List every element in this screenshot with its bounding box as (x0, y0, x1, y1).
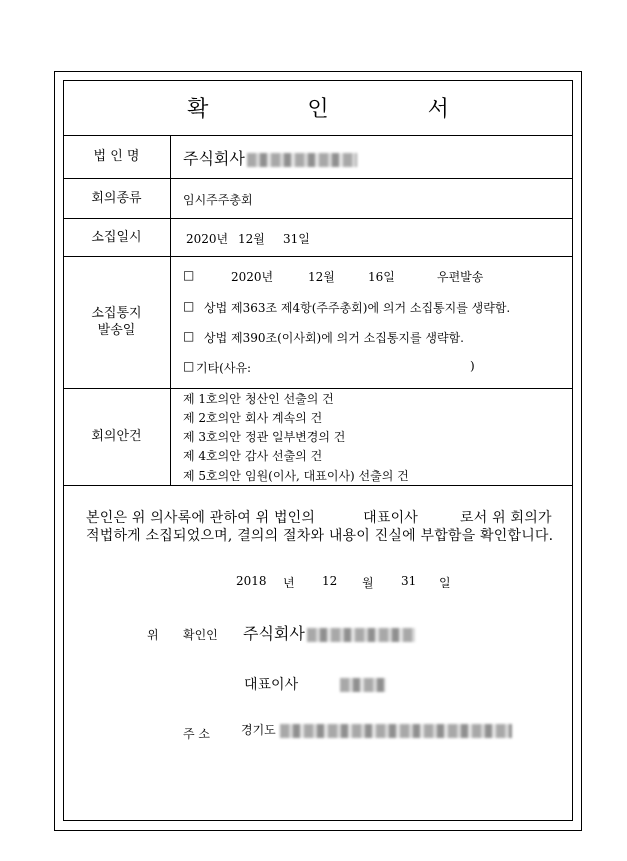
agenda-item (183, 390, 334, 407)
address-prefix: 경기도 (241, 723, 276, 737)
checkbox-board-waiver[interactable]: □ (183, 329, 195, 343)
declaration-role: 대표이사 (363, 510, 419, 526)
meeting-type-label: 회의종류 (91, 190, 142, 206)
agenda-item-number: 제 4호의안 (183, 449, 241, 463)
date-month-unit: 월 (362, 576, 374, 590)
date-day: 31 (401, 574, 417, 588)
agenda-item-number: 제 2호의안 (183, 411, 241, 425)
convene-year: 2020년 (186, 232, 229, 246)
address (241, 721, 512, 738)
notice-month: 12월 (308, 270, 335, 284)
date-month: 12 (322, 574, 338, 588)
agenda-item-text: 정관 일부변경의 건 (245, 430, 346, 444)
row-divider (63, 485, 573, 486)
notice-option-363: 상법 제363조 제4항(주주총회)에 의거 소집통지를 생략함. (204, 301, 511, 315)
declaration-line1 (86, 507, 552, 527)
agenda-item-text: 임원(이사, 대표이사) 선출의 건 (245, 469, 409, 483)
convene-month: 12월 (238, 232, 265, 246)
redacted-signer-company (307, 628, 415, 642)
redacted-signer-name-block (340, 678, 386, 692)
declaration-text-c: 로서 위 회의가 (460, 510, 552, 526)
convene-day: 31일 (283, 232, 310, 246)
redacted-signer-name (340, 674, 386, 693)
meeting-type-value: 임시주주총회 (183, 193, 253, 207)
agenda-label: 회의안건 (91, 429, 142, 444)
signer-company (243, 621, 415, 644)
checkbox-other[interactable]: □ (183, 359, 195, 373)
signer-role-label: 확인인 (183, 628, 218, 642)
agenda-item-text: 감사 선출의 건 (245, 449, 323, 463)
notice-label-line1: 소집통지 (91, 306, 142, 321)
date-year: 2018 (236, 574, 267, 588)
checkbox-shareholder-waiver[interactable]: □ (183, 299, 195, 313)
agenda-item (183, 428, 345, 445)
agenda-item (183, 467, 409, 484)
notice-option-other: 기타(사유: (196, 361, 252, 375)
notice-day: 16일 (368, 270, 395, 284)
signer-company-text: 주식회사 (243, 624, 305, 643)
agenda-item (183, 447, 322, 464)
company-name-text: 주식회사 (183, 149, 245, 168)
checkbox-mail[interactable]: □ (183, 268, 195, 282)
notice-option-390: 상법 제390조(이사회)에 의거 소집통지를 생략함. (204, 331, 464, 345)
signer-title: 대표이사 (244, 677, 299, 693)
notice-label (63, 256, 170, 388)
notice-option-other-close: ) (470, 359, 475, 373)
address-label: 주 소 (183, 727, 210, 741)
company-label: 법 인 명 (93, 149, 140, 164)
notice-label-line2: 발송일 (97, 323, 136, 338)
column-divider (170, 135, 171, 485)
declaration-line2: 적법하게 소집되었으며, 결의의 절차와 내용이 진실에 부합함을 확인합니다. (86, 528, 554, 544)
agenda-item-text: 청산인 선출의 건 (245, 392, 334, 406)
declaration-text-a: 본인은 위 의사록에 관하여 위 법인의 (86, 510, 316, 526)
date-year-unit: 년 (283, 576, 295, 590)
agenda-item-text: 회사 계속의 건 (245, 411, 323, 425)
redacted-company-name (247, 153, 357, 167)
notice-year: 2020년 (231, 270, 274, 284)
notice-method: 우편발송 (437, 270, 484, 284)
redacted-address (280, 724, 512, 738)
convene-date-label: 소집일시 (91, 229, 142, 245)
agenda-item-number: 제 5호의안 (183, 469, 241, 483)
agenda-item-number: 제 1호의안 (183, 392, 241, 406)
company-name (183, 146, 357, 169)
agenda-item-number: 제 3호의안 (183, 430, 241, 444)
signer-wi: 위 (147, 628, 159, 642)
document-title: 확 인 서 (187, 97, 495, 122)
date-day-unit: 일 (439, 576, 451, 590)
agenda-item (183, 409, 322, 426)
